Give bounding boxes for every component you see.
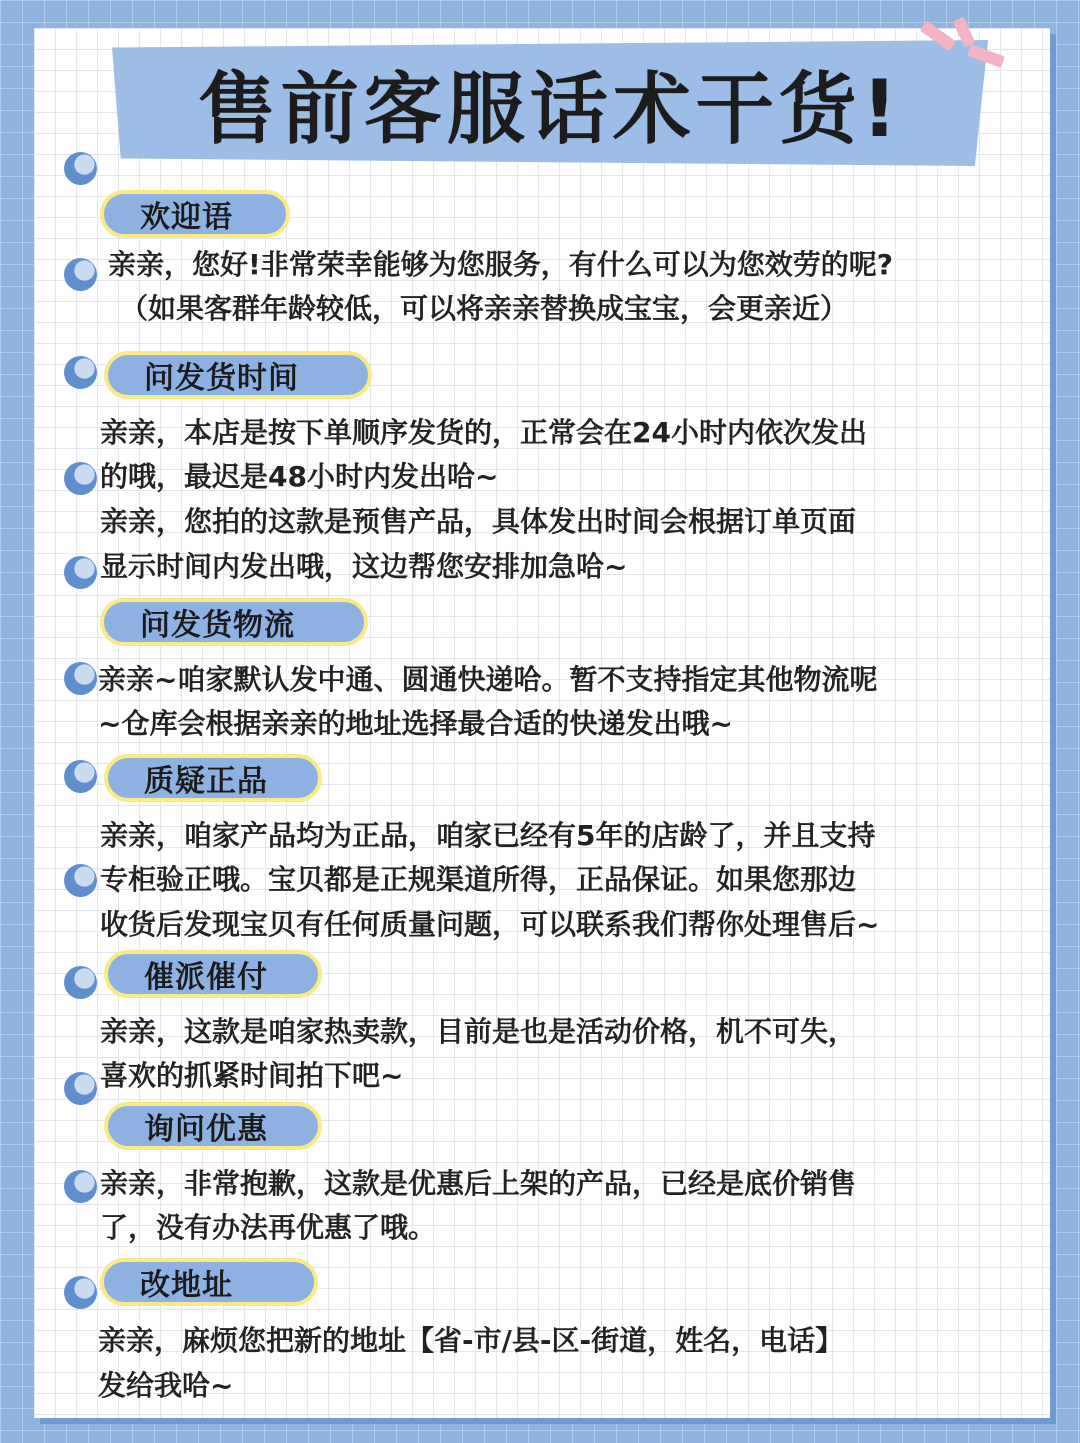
bullet-dot	[64, 258, 97, 291]
section-line: 的哦，最迟是48小时内发出哈~	[100, 460, 499, 493]
section-heading-logistics: 问发货物流	[100, 598, 368, 646]
section-heading-authenticity: 质疑正品	[104, 754, 322, 802]
section-line: 亲亲，咱家产品均为正品，咱家已经有5年的店龄了，并且支持	[100, 819, 876, 852]
section-line: 收货后发现宝贝有任何质量问题，可以联系我们帮你处理售后~	[100, 908, 880, 941]
bullet-dot	[64, 152, 97, 185]
bullet-dot	[64, 662, 97, 695]
section-line: 显示时间内发出哦，这边帮您安排加急哈~	[100, 550, 628, 583]
section-heading-welcome: 欢迎语	[100, 190, 290, 238]
section-heading-urge-payment: 催派催付	[104, 950, 322, 998]
bullet-dot	[64, 1170, 97, 1203]
section-line: 亲亲~咱家默认发中通、圆通快递哈。暂不支持指定其他物流呢	[98, 663, 878, 696]
section-line: 发给我哈~	[98, 1369, 234, 1402]
section-line: ~仓库会根据亲亲的地址选择最合适的快递发出哦~	[98, 707, 733, 740]
bullet-dot	[64, 1276, 97, 1309]
section-line: 专柜验正哦。宝贝都是正规渠道所得，正品保证。如果您那边	[100, 863, 857, 896]
bullet-dot	[64, 966, 97, 999]
bullet-dot	[64, 462, 97, 495]
section-heading-shipping-time: 问发货时间	[104, 351, 372, 399]
bullet-dot	[64, 864, 97, 897]
section-heading-change-address: 改地址	[100, 1258, 318, 1306]
bullet-dot	[64, 760, 97, 793]
section-line: 亲亲，您拍的这款是预售产品，具体发出时间会根据订单页面	[100, 505, 857, 538]
bullet-dot	[64, 556, 97, 589]
section-line: （如果客群年龄较低，可以将亲亲替换成宝宝，会更亲近）	[120, 292, 849, 325]
section-line: 亲亲，非常抱歉，这款是优惠后上架的产品，已经是底价销售	[100, 1167, 857, 1200]
bullet-dot	[64, 1072, 97, 1105]
bullet-dot	[64, 356, 97, 389]
page-title: 售前客服话术干货!	[197, 65, 903, 155]
section-heading-discount: 询问优惠	[104, 1102, 322, 1150]
section-line: 亲亲，本店是按下单顺序发货的，正常会在24小时内依次发出	[100, 416, 867, 449]
section-line: 喜欢的抓紧时间拍下吧~	[100, 1059, 404, 1092]
section-line: 亲亲，这款是咱家热卖款，目前是也是活动价格，机不可失，	[100, 1015, 857, 1048]
section-line: 亲亲，您好!非常荣幸能够为您服务，有什么可以为您效劳的呢?	[108, 248, 894, 281]
section-line: 了，没有办法再优惠了哦。	[100, 1211, 437, 1244]
section-line: 亲亲，麻烦您把新的地址【省-市/县-区-街道，姓名，电话】	[98, 1324, 844, 1357]
